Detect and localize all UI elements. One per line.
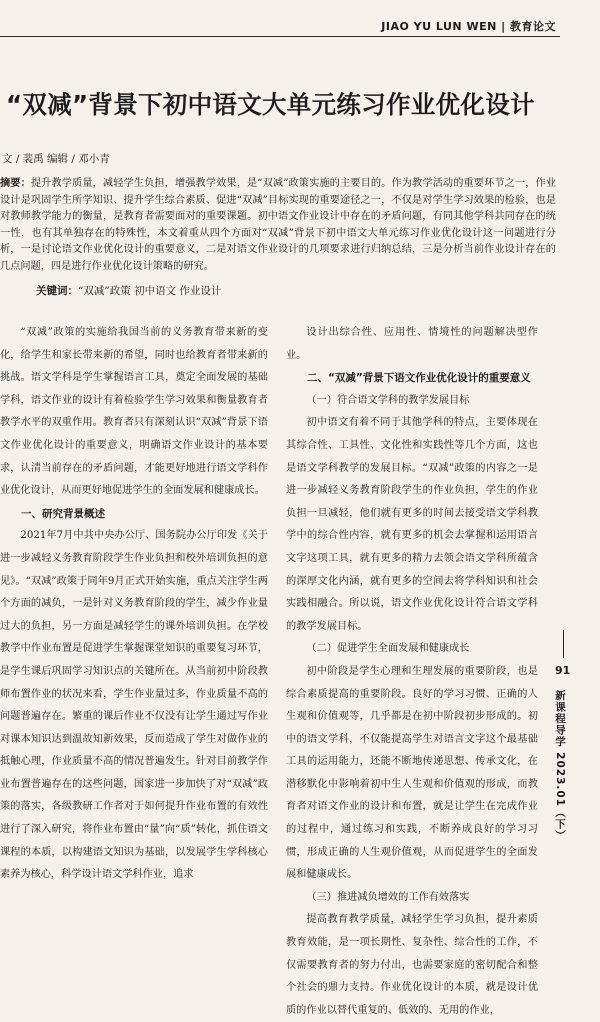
header-rule [0, 36, 560, 37]
right-column [286, 322, 538, 1022]
sub2-paragraph: 初中阶段是学生心理和生理发展的重要阶段，也是综合素质提高的重要阶段。良好的学习习惯、正确的人生观和价值观等，几乎都是在初中阶段初步形成的。初中的语文学科，不仅能提高学生对语言文字这个最基础工具的运用能力，还能不断地传递思想、传承文化，在潜移默化中影响着初中生人生观和价值观的形成，而教育者对语文作业的设计和布置，就是让学生在完成作业的过程中，通过练习和实践，不断养成良好的学习习惯，形成正确的人生观价值观，从而促进学生的全面发展和健康成长。 [286, 665, 538, 881]
section-heading-background: 一、研究背景概述 [21, 507, 105, 520]
background-paragraph: 2021年7月中共中央办公厅、国务院办公厅印发《关于进一步减轻义务教育阶段学生作业负担和校外培训负担的意见》。“双减”政策于同年9月正式开始实施，重点关注学生两个方面的减负，一是针对义务教育阶段的学生，减少作业量过大的负担，另一方面是减轻学生的课外培训负担。在学校教学中作业布置是促进学生掌握课堂知识的重要复习环节，是学生课后巩固学习知识点的关键所在。从当前初中阶段教师布置作业的状况来看，学生作业量过多，作业质量不高的问题普遍存在。繁重的课后作业不仅没有让学生通过写作业对课本知识达到温故知新效果，反而造成了学生对做作业的抵触心理，作业质量不高的情况普遍发生。针对目前教学作业布置普遍存在的这些问题，国家进一步加快了对“双减”政策的落实，各级教研工作者对于如何提升作业布置的有效性进行了深入研究，将作业布置由“量”向“质”转化，抓住语文课程的本质，以构建语文知识为基础，以发展学生学科核心素养为核心，科学设计语文学科作业，追求 [0, 530, 268, 881]
article-title: “双减”背景下初中语文大单元练习作业优化设计 [6, 90, 535, 119]
abstract [0, 176, 556, 275]
continuation-paragraph: 设计出综合性、应用性、情境性的问题解决型作业。 [286, 327, 538, 361]
abstract-text: 提升教学质量，减轻学生负担，增强教学效果，是“双减”政策实施的主要目的。作为教学活动的重要环节之一，作业设计是巩固学生所学知识、提升学生综合素质、促进“双减”目标实现的重要途径之一，不仅是对学生学习效果的检验，也是对教师教学能力的衡量，是教育者需要面对的重要课题。初中语文作业设计中存在的矛盾问题，有同其他学科共同存在的统一性，也有其单独存在的特殊性，本文着重从四个方面对“双减”背景下初中语文大单元练习作业优化设计这一问题进行分析，一是讨论语文作业优化设计的重要意义，二是对语文作业设计的几项要求进行归纳总结，三是分析当前作业设计存在的几点问题，四是进行作业优化设计策略的研究。 [0, 178, 557, 272]
running-header: JIAO YU LUN WEN | 教育论文 [381, 20, 556, 33]
subheading-3: （三）推进减负增效的工作有效落实 [306, 891, 470, 903]
journal-name: 新课程导学 2023.01（下） [554, 690, 566, 842]
abstract-label: 摘要： [0, 178, 31, 189]
keywords-text: “双减”政策 初中语文 作业设计 [78, 285, 222, 297]
subheading-2: （二）促进学生全面发展和健康成长 [306, 643, 470, 655]
subheading-1: （一）符合语文学科的教学发展目标 [306, 394, 470, 406]
side-divider [563, 630, 564, 658]
sub1-paragraph: 初中语文有着不同于其他学科的特点，主要体现在其综合性、工具性、文化性和实践性等几个方面，这也是语文学科教学的发展目标。“双减”政策的内容之一是进一步减轻义务教育阶段学生的作业负担，学生的作业负担一旦减轻，他们就有更多的时间去接受语文学科教学中的综合性内容，就有更多的机会去掌握和运用语言文字这项工具，就有更多的精力去领会语文学科所蕴含的深厚文化内涵，就有更多的空间去将学科知识和社会实践相融合。所以说，语文作业优化设计符合语文学科的教学发展目标。 [286, 417, 538, 632]
keywords [36, 283, 221, 298]
byline: 文 / 裴禹 编辑 / 邓小青 [2, 153, 110, 165]
keywords-label: 关键词： [36, 285, 78, 297]
intro-paragraph: “双减”政策的实施给我国当前的义务教育带来新的变化，给学生和家长带来新的希望，同时也给教育者带来新的挑战。语文学科是学生掌握语言工具，奠定全面发展的基础学科，语文作业的设计有着检验学生学习效果和衡量教育者教学水平的双重作用。教育者只有深刻认识“双减”背景下语文作业优化设计的重要意义，明确语文作业设计的基本要求，认清当前存在的矛盾问题，才能更好地进行语文学科作业优化设计，从而更好地促进学生的全面发展和健康成长。 [0, 327, 268, 497]
section-heading-significance: 二、“双减”背景下语文作业优化设计的重要意义 [307, 372, 531, 385]
left-column [0, 322, 268, 887]
sub3-paragraph: 提高教育教学质量，减轻学生学习负担，提升素质教育效能，是一项长期性、复杂性、综合性的工作，不仅需要教育者的努力付出，也需要家庭的密切配合和整个社会的鼎力支持。作业优化设计的本质，就是设计优质的作业以替代重复的、低效的、无用的作业， [286, 914, 538, 1016]
page-number: 91 [555, 664, 571, 677]
